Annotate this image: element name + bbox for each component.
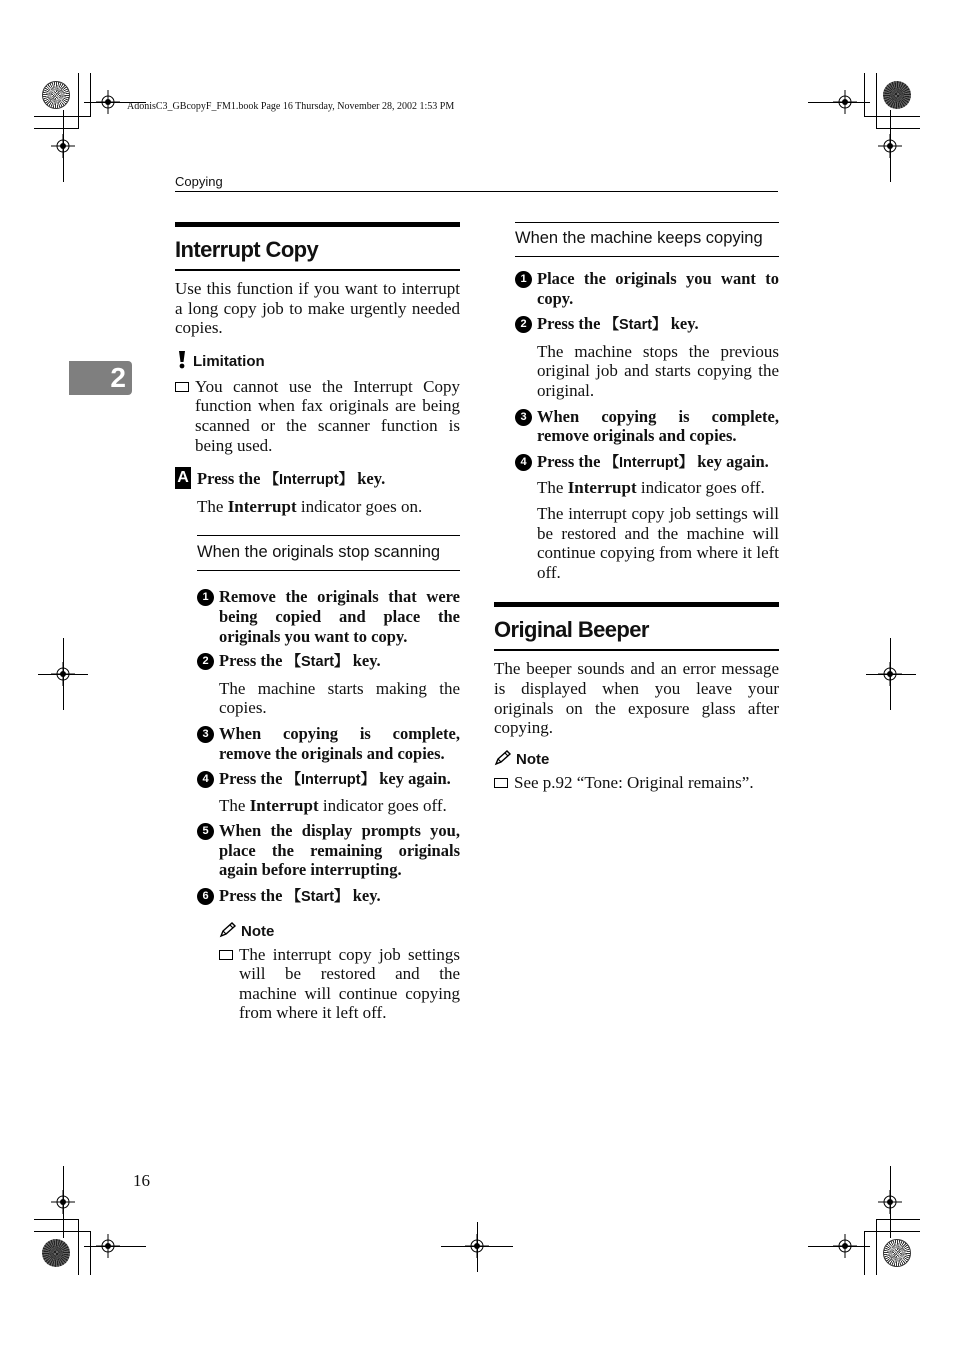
result-bold: Interrupt bbox=[227, 496, 297, 516]
note-label: Note bbox=[241, 923, 275, 941]
crop-mark bbox=[876, 1219, 877, 1275]
beeper-note-text: See p.92 “Tone: Original remains”. bbox=[514, 772, 754, 792]
step-pre: Press the bbox=[219, 651, 287, 671]
crop-mark bbox=[876, 1219, 920, 1220]
crop-mark bbox=[90, 1231, 91, 1275]
step-post: key again. bbox=[375, 769, 451, 789]
result-bold: Interrupt bbox=[567, 478, 637, 498]
step-pre: Press the bbox=[537, 451, 605, 471]
step-number: 1 bbox=[197, 589, 214, 606]
step-pre: Press the bbox=[219, 769, 287, 789]
limitation-label: Limitation bbox=[193, 353, 265, 371]
stop-step-3 bbox=[197, 724, 460, 763]
stop-step-2 bbox=[197, 651, 460, 673]
result-bold: Interrupt bbox=[249, 795, 319, 815]
subheading-stop-scanning: When the originals stop scanning bbox=[197, 535, 460, 571]
step-number: 3 bbox=[515, 409, 532, 426]
step-number: 3 bbox=[197, 726, 214, 743]
crop-mark bbox=[876, 128, 920, 129]
note-label: Note bbox=[516, 751, 550, 769]
result-pre: The bbox=[219, 795, 250, 815]
note-heading bbox=[219, 922, 460, 942]
crop-mark bbox=[34, 1231, 90, 1232]
step-number: 4 bbox=[515, 454, 532, 471]
keeps-copying-block bbox=[515, 222, 779, 582]
crop-mark bbox=[38, 674, 88, 675]
crop-mark bbox=[34, 128, 78, 129]
step-text bbox=[537, 314, 779, 336]
start-key: 【Start】 bbox=[286, 654, 349, 671]
crop-mark bbox=[864, 73, 865, 117]
interrupt-key: 【Interrupt】 bbox=[264, 472, 354, 489]
step-number: A bbox=[175, 467, 191, 489]
section-title-interrupt-copy: Interrupt Copy bbox=[175, 222, 460, 271]
step-text bbox=[219, 886, 460, 908]
checkbox-bullet-icon bbox=[494, 778, 508, 788]
crop-mark bbox=[864, 1231, 920, 1232]
limitation-item bbox=[175, 377, 460, 455]
step-post: key again. bbox=[693, 451, 769, 471]
page-number: 16 bbox=[133, 1171, 150, 1190]
stop-step-4-result bbox=[219, 796, 460, 816]
stop-step-2-result: The machine starts making the copies. bbox=[219, 678, 460, 718]
step-post: key. bbox=[666, 314, 699, 334]
keep-step-1 bbox=[515, 269, 779, 308]
interrupt-key: 【Interrupt】 bbox=[604, 454, 694, 471]
result-pre: The bbox=[197, 496, 228, 516]
limitation-icon bbox=[175, 350, 189, 374]
color-disc-icon bbox=[42, 1239, 70, 1267]
crop-mark bbox=[34, 1219, 78, 1220]
running-head: Copying bbox=[175, 174, 223, 189]
step-pre: Press the bbox=[537, 314, 605, 334]
step-number: 5 bbox=[197, 823, 214, 840]
result-post: indicator goes off. bbox=[318, 795, 447, 815]
step-number: 2 bbox=[515, 316, 532, 333]
color-disc-icon bbox=[42, 81, 70, 109]
step-a-text bbox=[197, 469, 385, 491]
step-text: When copying is complete, remove originals and copies. bbox=[537, 406, 779, 446]
step-text: Place the originals you want to copy. bbox=[537, 269, 779, 308]
subheading-keeps-copying: When the machine keeps copying bbox=[515, 222, 779, 257]
crop-mark bbox=[84, 1246, 146, 1247]
chapter-tab bbox=[69, 361, 132, 395]
crop-mark bbox=[864, 1231, 865, 1275]
limitation-heading bbox=[175, 350, 460, 374]
checkbox-bullet-icon bbox=[219, 950, 233, 960]
stop-steps-list bbox=[197, 587, 460, 1023]
limitation-text: You cannot use the Interrupt Copy function when fax originals are being scanned or the scanner function is being used. bbox=[195, 376, 460, 455]
keep-step-4 bbox=[515, 452, 779, 474]
file-info: AdonisC3_GBcopyF_FM1.book Page 16 Thursday, November 28, 2002 1:53 PM bbox=[127, 101, 455, 112]
header-rule bbox=[175, 191, 778, 192]
stop-step-6 bbox=[197, 886, 460, 908]
step-a-result bbox=[197, 497, 460, 517]
result-post: indicator goes on. bbox=[296, 496, 423, 516]
checkbox-bullet-icon bbox=[175, 382, 189, 392]
intro-paragraph: Use this function if you want to interrupt a long copy job to make urgently needed copies. bbox=[175, 279, 460, 338]
step-number: 6 bbox=[197, 888, 214, 905]
pencil-note-icon bbox=[494, 750, 512, 770]
note-text: The interrupt copy job settings will be restored and the machine will continue copying from where it left off. bbox=[239, 944, 460, 1023]
crop-mark bbox=[78, 1219, 79, 1275]
crop-mark bbox=[890, 110, 891, 182]
step-a-pre: Press the bbox=[197, 469, 265, 489]
note-item bbox=[219, 945, 460, 1023]
step-a bbox=[175, 469, 460, 491]
keep-step-2-result: The machine stops the previous original job and starts copying the original. bbox=[537, 341, 779, 400]
beeper-note-item bbox=[494, 773, 779, 793]
stop-step-4 bbox=[197, 769, 460, 791]
keep-step-4-result bbox=[537, 478, 779, 498]
crop-mark bbox=[78, 73, 79, 129]
stop-step-1 bbox=[197, 587, 460, 646]
result-pre: The bbox=[537, 478, 568, 498]
pencil-note-icon bbox=[219, 922, 237, 942]
step-pre: Press the bbox=[219, 886, 287, 906]
crop-mark bbox=[90, 73, 91, 117]
crop-mark bbox=[63, 1166, 64, 1238]
crop-mark bbox=[890, 1166, 891, 1238]
crop-mark bbox=[808, 102, 870, 103]
result-post: indicator goes off. bbox=[636, 478, 765, 498]
crop-mark bbox=[477, 1222, 478, 1272]
keep-step-2 bbox=[515, 314, 779, 336]
left-column bbox=[175, 222, 460, 1023]
interrupt-key: 【Interrupt】 bbox=[286, 772, 376, 789]
keep-step-4-result-2: The interrupt copy job settings will be restored and the machine will continue copying from where it left off. bbox=[537, 503, 779, 582]
beeper-note-heading bbox=[494, 750, 779, 770]
start-key: 【Start】 bbox=[604, 317, 667, 334]
stop-note bbox=[219, 922, 460, 1023]
color-disc-icon bbox=[883, 81, 911, 109]
step-text bbox=[219, 769, 460, 791]
step-text: When copying is complete, remove the originals and copies. bbox=[219, 723, 460, 763]
keep-step-3 bbox=[515, 407, 779, 446]
crop-mark bbox=[876, 73, 877, 129]
section-title-original-beeper: Original Beeper bbox=[494, 602, 779, 651]
step-text: Remove the originals that were being copied and place the originals you want to copy. bbox=[219, 587, 460, 646]
crop-mark bbox=[34, 116, 90, 117]
color-disc-icon bbox=[883, 1239, 911, 1267]
beeper-intro: The beeper sounds and an error message is displayed when you leave your originals on the exposure glass after copying. bbox=[494, 659, 779, 738]
crop-mark bbox=[63, 110, 64, 182]
stop-step-5 bbox=[197, 821, 460, 880]
step-text: When the display prompts you, place the remaining originals again before interrupting. bbox=[219, 821, 460, 880]
step-text bbox=[537, 452, 779, 474]
step-post: key. bbox=[348, 886, 381, 906]
start-key: 【Start】 bbox=[286, 889, 349, 906]
step-number: 4 bbox=[197, 771, 214, 788]
crop-mark bbox=[864, 116, 920, 117]
step-number: 1 bbox=[515, 271, 532, 288]
step-number: 2 bbox=[197, 653, 214, 670]
right-column bbox=[494, 222, 779, 792]
step-post: key. bbox=[348, 651, 381, 671]
step-text bbox=[219, 651, 460, 673]
step-a-post: key. bbox=[353, 469, 386, 489]
crop-mark bbox=[808, 1246, 870, 1247]
crop-mark bbox=[866, 674, 916, 675]
chapter-number: 2 bbox=[110, 362, 126, 393]
